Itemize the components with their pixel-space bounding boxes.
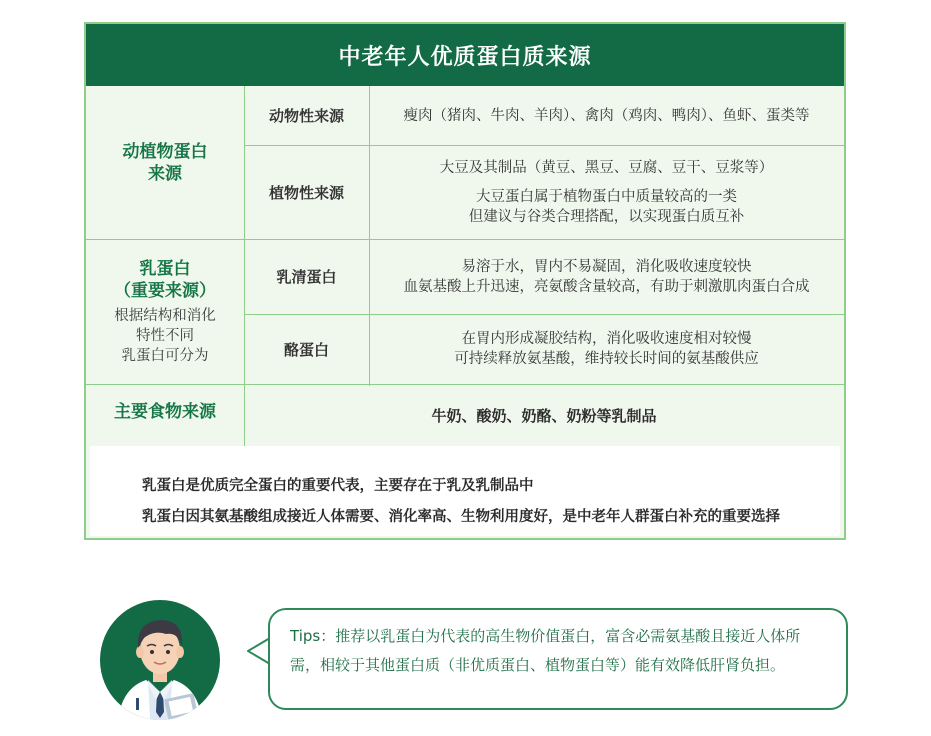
animal-source-desc: [369, 86, 844, 145]
description-text: 血氨基酸上升迅速，亮氨酸含量较高，有助于刺激肌肉蛋白合成: [403, 278, 810, 295]
subcategory-whey: [244, 239, 369, 314]
category-milk: [86, 239, 244, 384]
plant-source-desc: [369, 145, 844, 239]
subcategory-plant: [244, 145, 369, 239]
description-text: 大豆蛋白属于植物蛋白中质量较高的一类: [476, 188, 737, 205]
tips-text: Tips：推荐以乳蛋白为代表的高生物价值蛋白，富含必需氨基酸且接近人体所需，相较于其他蛋白质（非优质蛋白、植物蛋白等）能有效降低肝肾负担。: [290, 627, 801, 674]
food-items-text: 牛奶、酸奶、奶酪、奶粉等乳制品: [431, 406, 657, 425]
subcategory-animal: [244, 86, 369, 145]
category-title: 乳蛋白: [139, 258, 191, 279]
subcategory-label: 酪蛋白: [283, 340, 329, 359]
whey-desc: [369, 239, 844, 314]
category-note: 乳蛋白可分为: [121, 347, 209, 364]
protein-source-table: [84, 22, 846, 540]
category-title: 主要食物来源: [114, 402, 216, 422]
category-plant-animal: [86, 86, 244, 239]
table-title: 中老年人优质蛋白质来源: [86, 24, 844, 86]
description-text: 瘦肉（猪肉、牛肉、羊肉）、禽肉（鸡肉、鸭肉）、鱼虾、蛋类等: [403, 107, 810, 124]
category-note: 特性不同: [136, 327, 194, 344]
summary-box: [90, 446, 840, 536]
tips-bubble: [268, 608, 848, 710]
category-title: 动植物蛋白: [122, 141, 208, 162]
food-items: [244, 384, 844, 446]
doctor-avatar-icon: [100, 600, 220, 720]
subcategory-label: 乳清蛋白: [276, 268, 337, 286]
subcategory-casein: [244, 314, 369, 384]
description-text: 易溶于水，胃内不易凝固，消化吸收速度较快: [461, 258, 752, 275]
subcategory-label: 植物性来源: [268, 183, 344, 202]
category-note: 根据结构和消化: [114, 307, 216, 324]
subcategory-label: 动物性来源: [268, 107, 344, 125]
casein-desc: [369, 314, 844, 384]
description-text: 但建议与谷类合理搭配，以实现蛋白质互补: [468, 208, 745, 225]
category-title: （重要来源）: [114, 280, 216, 301]
description-text: 在胃内形成凝胶结构，消化吸收速度相对较慢: [461, 331, 752, 347]
category-food: [86, 384, 244, 440]
description-text: 可持续释放氨基酸，维持较长时间的氨基酸供应: [454, 351, 759, 367]
summary-line: 乳蛋白是优质完全蛋白的重要代表，主要存在于乳及乳制品中: [142, 478, 534, 494]
description-text: 大豆及其制品（黄豆、黑豆、豆腐、豆干、豆浆等）: [439, 159, 774, 176]
category-title: 来源: [148, 163, 182, 184]
summary-line: 乳蛋白因其氨基酸组成接近人体需要、消化率高、生物利用度好，是中老年人群蛋白补充的重要选择: [142, 509, 780, 525]
